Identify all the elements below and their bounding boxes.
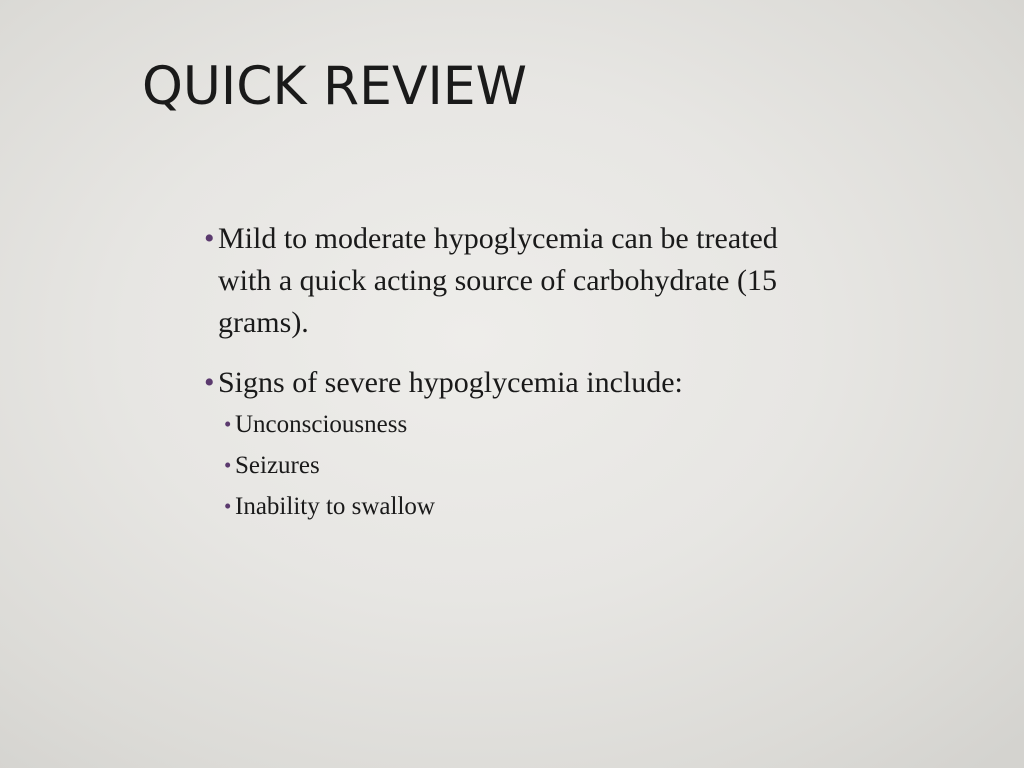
sub-bullet-text: Inability to swallow [235, 493, 435, 520]
bullet-text: Signs of severe hypoglycemia include: [218, 366, 683, 399]
sub-bullet-item [224, 404, 804, 445]
sub-bullet-item [224, 486, 804, 527]
bullet-item [204, 218, 788, 344]
sub-bullet-text: Unconsciousness [235, 411, 408, 438]
bullet-text: Mild to moderate hypoglycemia can be treated with a quick acting source of carbohydrate (15 grams). [218, 222, 778, 339]
bullet-item [204, 362, 788, 404]
bullet-dot-icon: • [224, 453, 232, 477]
bullet-dot-icon: • [204, 366, 215, 399]
sub-bullet-item [224, 445, 804, 486]
bullet-dot-icon: • [204, 222, 215, 255]
bullet-dot-icon: • [224, 494, 232, 518]
slide-content [204, 218, 804, 527]
bullet-dot-icon: • [224, 412, 232, 436]
sub-bullet-list [224, 404, 804, 527]
sub-bullet-text: Seizures [235, 452, 320, 479]
slide-title: QUICK REVIEW [142, 56, 527, 117]
